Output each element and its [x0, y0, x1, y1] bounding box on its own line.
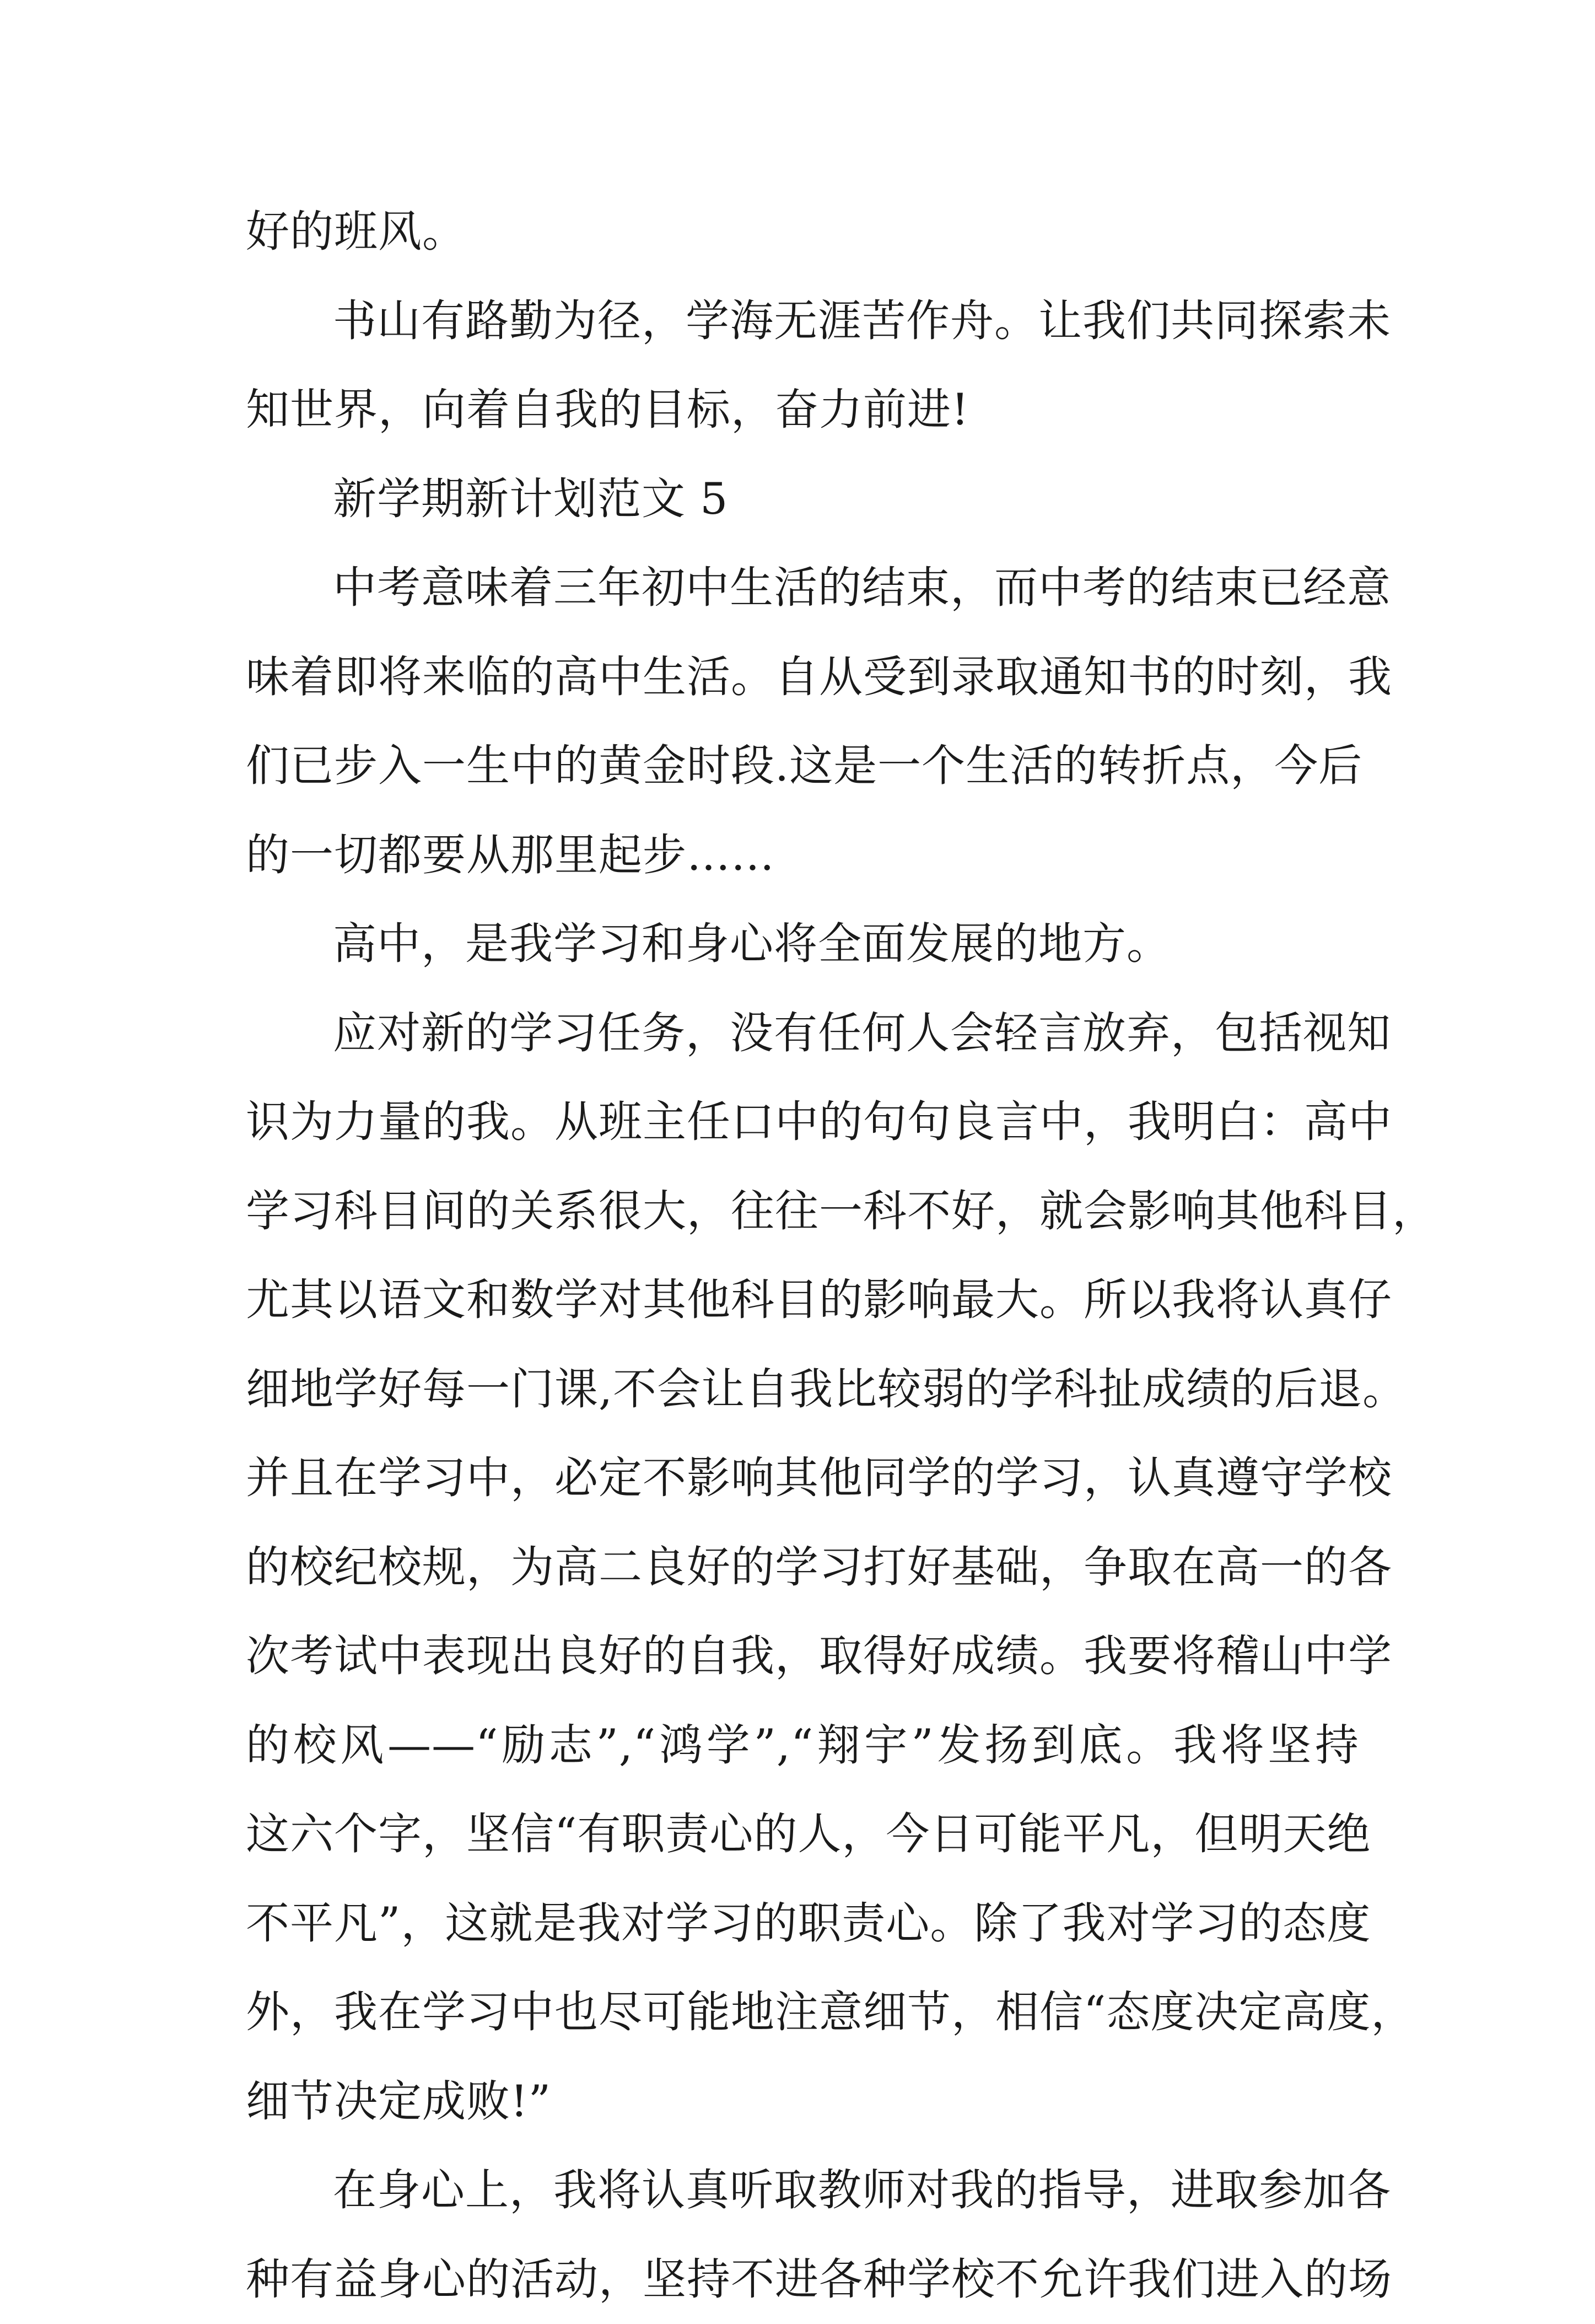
- text-line: 知世界，向着自我的目标，奋力前进!: [246, 365, 1359, 455]
- text-line: 种有益身心的活动，坚持不进各种学校不允许我们进入的场: [246, 2235, 1359, 2324]
- text-line: 细地学好每一门课,不会让自我比较弱的学科扯成绩的后退。: [246, 1345, 1359, 1434]
- heading-text: 新学期新计划范文 5: [246, 455, 1359, 544]
- paragraph-class-spirit-ending: [246, 187, 1359, 277]
- text-line: 高中，是我学习和身心将全面发展的地方。: [246, 900, 1359, 989]
- text-line: 不平凡”，这就是我对学习的职责心。除了我对学习的态度: [246, 1879, 1359, 1968]
- text-line: 并且在学习中，必定不影响其他同学的学习，认真遵守学校: [246, 1434, 1359, 1523]
- section-heading: [246, 455, 1359, 544]
- text-line: 在身心上，我将认真听取教师对我的指导，进取参加各: [246, 2146, 1359, 2235]
- paragraph-intro: [246, 544, 1359, 900]
- text-line: 学习科目间的关系很大，往往一科不好，就会影响其他科目，: [246, 1167, 1359, 1256]
- text-line: 次考试中表现出良好的自我，取得好成绩。我要将稽山中学: [246, 1612, 1359, 1701]
- text-line: 好的班风。: [246, 187, 1359, 277]
- paragraph-motto: [246, 277, 1359, 455]
- text-line: 细节决定成败!”: [246, 2057, 1359, 2147]
- text-line: 们已步入一生中的黄金时段.这是一个生活的转折点，今后: [246, 722, 1359, 811]
- text-line: 应对新的学习任务，没有任何人会轻言放弃，包括视知: [246, 989, 1359, 1078]
- paragraph-body-mind: [246, 2146, 1359, 2324]
- text-line: 书山有路勤为径，学海无涯苦作舟。让我们共同探索未: [246, 277, 1359, 366]
- paragraph-high-school: [246, 900, 1359, 989]
- text-line: 这六个字，坚信“有职责心的人，今日可能平凡，但明天绝: [246, 1790, 1359, 1879]
- text-line: 外，我在学习中也尽可能地注意细节，相信“态度决定高度，: [246, 1968, 1359, 2057]
- text-line: 尤其以语文和数学对其他科目的影响最大。所以我将认真仔: [246, 1256, 1359, 1345]
- text-line: 的校纪校规，为高二良好的学习打好基础，争取在高一的各: [246, 1523, 1359, 1612]
- text-line: 中考意味着三年初中生活的结束，而中考的结束已经意: [246, 544, 1359, 633]
- text-line: 味着即将来临的高中生活。自从受到录取通知书的时刻，我: [246, 633, 1359, 722]
- document-body: [246, 187, 1359, 2324]
- text-line: 的一切都要从那里起步……: [246, 811, 1359, 900]
- paragraph-study-plan: [246, 989, 1359, 2147]
- text-line: 识为力量的我。从班主任口中的句句良言中，我明白：高中: [246, 1078, 1359, 1167]
- text-line: 的校风——“励志”,“鸿学”,“翔宇”发扬到底。我将坚持: [246, 1701, 1359, 1790]
